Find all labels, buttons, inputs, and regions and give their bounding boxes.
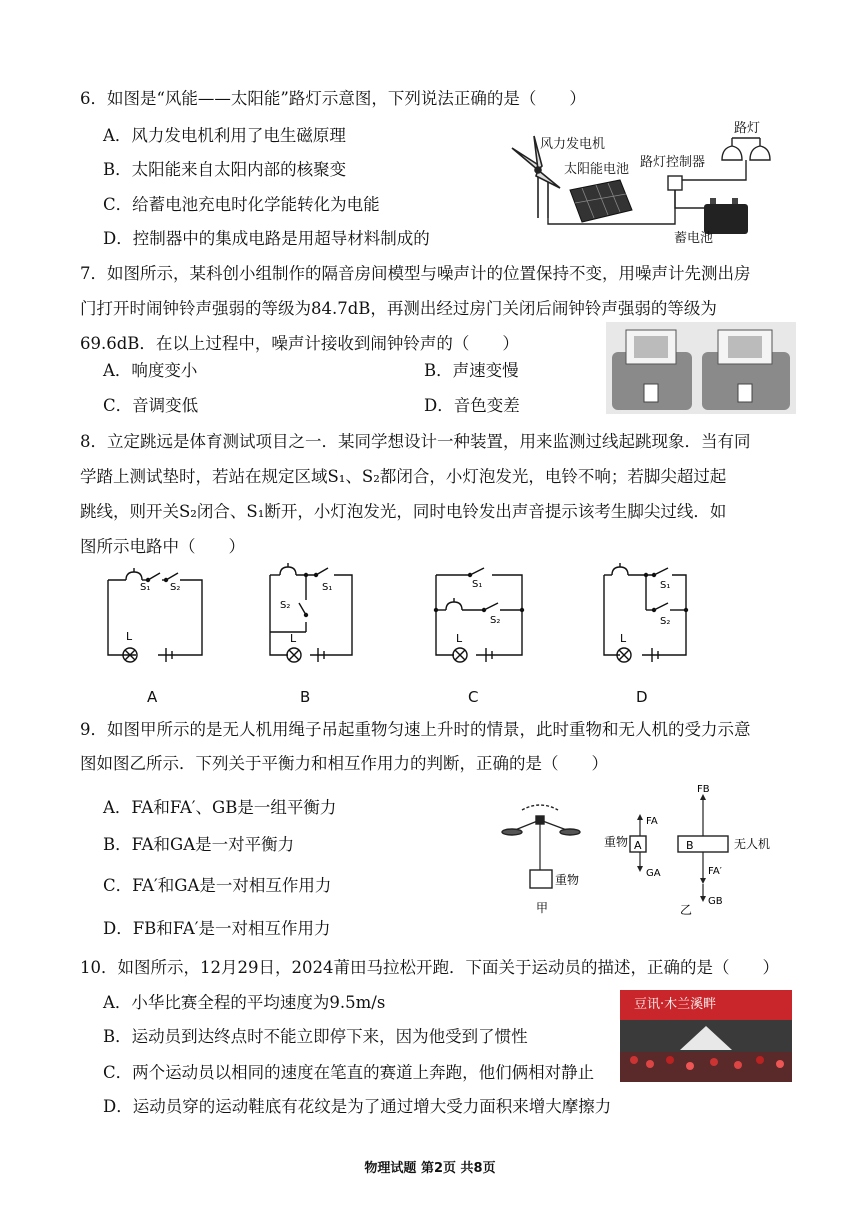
battery-label: 蓄电池 [674, 231, 714, 246]
q9-drone-force-diagram [500, 780, 790, 920]
q9-option-b: B．FA和GA是一对平衡力 [103, 835, 295, 854]
q7-stem-line-3: 69.6dB．在以上过程中，噪声计接收到闹钟铃声的（ ） [80, 334, 519, 353]
q6-stem: 6．如图是“风能——太阳能”路灯示意图，下列说法正确的是（ ） [80, 89, 586, 108]
q10-option-a: A．小华比赛全程的平均速度为9.5m/s [103, 993, 386, 1012]
q8-stem-line-3: 跳线，则开关S₂闭合、S₁断开，小灯泡发光，同时电铃发出声音提示该考生脚尖过线．如 [80, 502, 727, 521]
controller-label: 路灯控制器 [640, 155, 706, 170]
q6-street-light-diagram [500, 118, 790, 248]
q8-stem-line-4: 图所示电路中（ ） [80, 537, 245, 556]
q7-option-d: D．音色变差 [424, 396, 520, 415]
q8-stem-line-1: 8．立定跳远是体育测试项目之一．某同学想设计一种装置，用来监测过线起跳现象．当有同 [80, 432, 751, 451]
weight-box [530, 870, 552, 888]
circuit-b-s2-label: S₂ [280, 600, 291, 611]
q7-option-c: C．音调变低 [103, 396, 199, 415]
drone-icon [502, 805, 580, 835]
battery-icon [704, 198, 748, 234]
circuit-b-lamp-label: L [290, 632, 297, 645]
box-a-label: A [634, 839, 642, 852]
force-ga-label: GA [646, 868, 661, 879]
q8-circuit-a [100, 560, 210, 670]
circuit-a-s1-label: S₁ [140, 582, 151, 593]
q9-option-d: D．FB和FA′是一对相互作用力 [103, 919, 331, 938]
force-fb-label: FB [697, 784, 710, 795]
circuit-b-caption: B [300, 688, 311, 706]
circuit-c-lamp-label: L [456, 632, 463, 645]
solar-cell-label: 太阳能电池 [564, 162, 630, 177]
weight-label-right: 重物 [604, 835, 629, 849]
q10-stem: 10．如图所示，12月29日，2024莆田马拉松开跑．下面关于运动员的描述，正确的是（ ） [80, 958, 779, 977]
q7-option-a: A．响度变小 [103, 361, 198, 380]
circuit-a-s2-label: S₂ [170, 582, 181, 593]
weight-label-left: 重物 [555, 873, 580, 887]
circuit-d-lamp-label: L [620, 632, 627, 645]
q8-circuit-d [596, 560, 706, 670]
figure-caption-yi: 乙 [680, 903, 693, 917]
marathon-banner: 豆讯·木兰溪畔 [620, 990, 792, 1020]
page-footer: 物理试题 第2页 共8页 [364, 1161, 496, 1176]
q6-option-a: A．风力发电机利用了电生磁原理 [103, 126, 346, 145]
q10-option-c: C．两个运动员以相同的速度在笔直的赛道上奔跑，他们俩相对静止 [103, 1063, 595, 1082]
force-fa-label: FA [646, 816, 658, 827]
circuit-c-s1-label: S₁ [472, 579, 483, 590]
circuit-b-s1-label: S₁ [322, 582, 333, 593]
force-fa-prime-label: FA′ [708, 866, 722, 877]
figure-caption-jia: 甲 [536, 901, 549, 915]
q8-stem-line-2: 学踏上测试垫时，若站在规定区域S₁、S₂都闭合，小灯泡发光，电铃不响；若脚尖超过起 [80, 467, 727, 486]
q10-option-d: D．运动员穿的运动鞋底有花纹是为了通过增大受力面积来增大摩擦力 [103, 1097, 612, 1116]
q7-soundproof-room-photo [606, 322, 796, 414]
solar-panel-icon [570, 180, 632, 222]
controller-box [668, 176, 682, 190]
circuit-c-caption: C [468, 688, 479, 706]
q8-circuit-b [262, 560, 372, 670]
q7-stem-line-2: 门打开时闹钟铃声强弱的等级为84.7dB，再测出经过房门关闭后闹钟铃声强弱的等级为 [80, 299, 717, 318]
q9-stem-line-1: 9．如图甲所示的是无人机用绳子吊起重物匀速上升时的情景，此时重物和无人机的受力示意 [80, 720, 751, 739]
lamp-label: 路灯 [734, 121, 761, 136]
q6-option-b: B．太阳能来自太阳内部的核聚变 [103, 160, 347, 179]
q10-option-b: B．运动员到达终点时不能立即停下来，因为他受到了惯性 [103, 1027, 528, 1046]
q7-stem-line-1: 7．如图所示，某科创小组制作的隔音房间模型与噪声计的位置保持不变，用噪声计先测出房 [80, 264, 751, 283]
circuit-d-s1-label: S₁ [660, 580, 671, 591]
circuit-d-caption: D [636, 688, 648, 706]
q10-marathon-photo [620, 990, 792, 1082]
q6-option-d: D．控制器中的集成电路是用超导材料制成的 [103, 229, 430, 248]
circuit-c-s2-label: S₂ [490, 615, 501, 626]
q6-option-c: C．给蓄电池充电时化学能转化为电能 [103, 195, 380, 214]
circuit-d-s2-label: S₂ [660, 616, 671, 627]
force-gb-label: GB [708, 896, 723, 907]
wind-generator-label: 风力发电机 [540, 137, 606, 152]
street-lamp-icon [722, 138, 770, 160]
box-b-label: B [686, 839, 694, 852]
q9-option-c: C．FA′和GA是一对相互作用力 [103, 876, 332, 895]
q9-option-a: A．FA和FA′、GB是一组平衡力 [103, 798, 337, 817]
circuit-a-caption: A [147, 688, 158, 706]
circuit-a-lamp-label: L [126, 630, 133, 643]
q7-option-b: B．声速变慢 [424, 361, 519, 380]
q8-circuit-c [428, 560, 538, 670]
q9-stem-line-2: 图如图乙所示．下列关于平衡力和相互作用力的判断，正确的是（ ） [80, 754, 608, 773]
drone-label: 无人机 [734, 837, 771, 851]
